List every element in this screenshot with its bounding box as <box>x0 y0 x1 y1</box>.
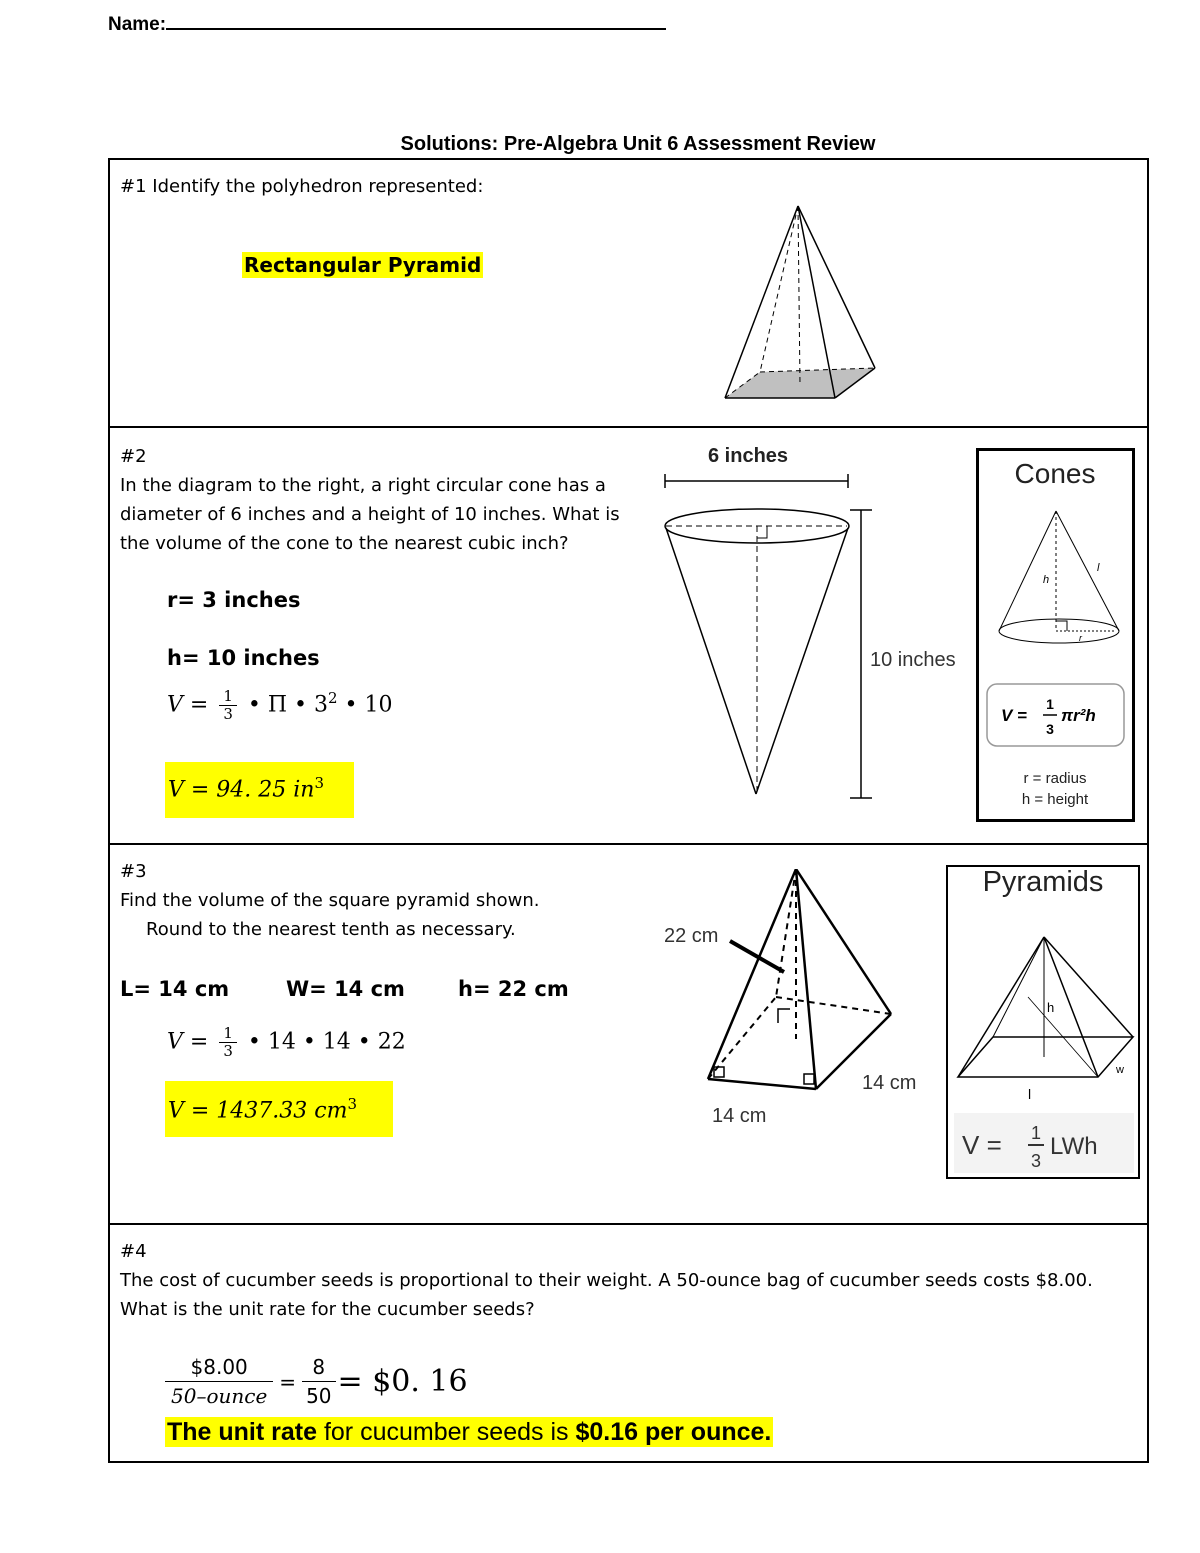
cone-diameter-label: 6 inches <box>708 446 789 467</box>
q4-work <box>165 1353 468 1410</box>
cones-ref-title: Cones <box>1014 458 1096 489</box>
review-table <box>108 158 1149 1463</box>
q3-formula <box>167 1025 406 1060</box>
name-field <box>108 12 666 36</box>
q3-formula-fraction: $\frac{1}{3}$ <box>219 1025 237 1060</box>
q3-height: h= 22 cm <box>458 977 569 1001</box>
q2-formula-lhs: V = <box>167 692 209 718</box>
page-title: Solutions: Pre-Algebra Unit 6 Assessment Review <box>400 133 876 155</box>
question-3 <box>110 845 1147 1225</box>
q2-number: #2 <box>120 446 147 467</box>
q3-formula-rest: • 14 • 14 • 22 <box>247 1029 406 1055</box>
q4-equals: = <box>279 1369 297 1394</box>
cone-height-label: 10 inches <box>870 649 956 671</box>
q4-result: = $0. 16 <box>337 1364 468 1399</box>
pyramids-ref-formula-v: V = <box>962 1130 1002 1160</box>
question-2 <box>110 428 1147 845</box>
q3-formula-lhs: V = <box>167 1029 209 1055</box>
q3-answer: V = 1437.33 $cm^3$ <box>165 1081 393 1137</box>
rectangular-pyramid-diagram <box>720 200 890 405</box>
q3-prompt: Find the volume of the square pyramid shown. <box>120 890 540 911</box>
q3-width: W= 14 cm <box>286 977 405 1001</box>
q4-prompt: The cost of cucumber seeds is proportional to their weight. A 50-ounce bag of cucumber seeds costs $8.00. What is the unit rate for the cucumber seeds? <box>120 1270 1093 1320</box>
q4-fraction-1: $8.00 50–ounce <box>165 1353 273 1410</box>
q3-length: L= 14 cm <box>120 977 230 1001</box>
q2-prompt: In the diagram to the right, a right circular cone has a diameter of 6 inches and a height of 10 inches. What is the volume of the cone to the nearest cubic inch? <box>120 475 620 554</box>
pyramids-ref-w: w <box>1116 1064 1124 1076</box>
q2-formula-fraction: $\frac{1}{3}$ <box>219 688 237 723</box>
q2-formula-tail: • 10 <box>344 692 393 718</box>
cones-reference-card <box>976 448 1135 822</box>
q2-answer: V = 94. 25 $in^3$ <box>165 762 354 818</box>
cones-ref-l: l <box>1097 562 1100 574</box>
q2-formula-rest: • Π • 3 <box>247 692 328 718</box>
svg-text:3: 3 <box>1030 1151 1042 1171</box>
cone-diagram <box>650 446 990 826</box>
pyramid-side-label-2: 14 cm <box>712 1105 767 1127</box>
square-pyramid-diagram <box>658 869 948 1139</box>
q3-number: #3 <box>120 861 147 882</box>
name-label: Name: <box>108 14 167 35</box>
svg-text:1: 1 <box>1046 696 1054 712</box>
q1-prompt: #1 Identify the polyhedron represented: <box>120 176 484 197</box>
pyramids-ref-title: Pyramids <box>982 867 1104 898</box>
question-4 <box>110 1225 1147 1461</box>
pyramids-ref-l: l <box>1028 1086 1032 1102</box>
cones-ref-h: h <box>1043 574 1050 586</box>
pyramid-side-label-1: 14 cm <box>862 1072 917 1094</box>
q4-number: #4 <box>120 1241 147 1262</box>
q1-answer: Rectangular Pyramid <box>244 253 482 277</box>
svg-text:1: 1 <box>1030 1123 1042 1143</box>
pyramids-ref-h: h <box>1047 1000 1055 1015</box>
cones-ref-radius: r = radius <box>1023 770 1087 787</box>
cones-ref-formula-v: V = <box>1001 706 1027 725</box>
pyramids-reference-card <box>946 865 1140 1179</box>
q2-formula <box>167 688 393 723</box>
svg-text:3: 3 <box>1046 721 1054 737</box>
q2-formula-exponent: 2 <box>328 689 338 708</box>
q2-radius: r= 3 inches <box>167 588 301 612</box>
pyramids-ref-formula-rest: LWh <box>1050 1133 1098 1160</box>
cones-ref-r: r <box>1079 633 1082 643</box>
q2-height: h= 10 inches <box>167 646 320 670</box>
cones-ref-height: h = height <box>1021 791 1089 808</box>
q3-prompt-2: Round to the nearest tenth as necessary. <box>146 919 516 940</box>
q4-fraction-2: $\frac{8}{50}$ <box>302 1353 335 1410</box>
question-1 <box>110 160 1147 428</box>
name-blank-line <box>166 12 666 30</box>
pyramid-height-label: 22 cm <box>664 925 719 947</box>
q4-conclusion: The unit rate for cucumber seeds is $0.16 per ounce. <box>167 1418 772 1446</box>
cones-ref-formula-rest: πr²h <box>1061 706 1096 725</box>
